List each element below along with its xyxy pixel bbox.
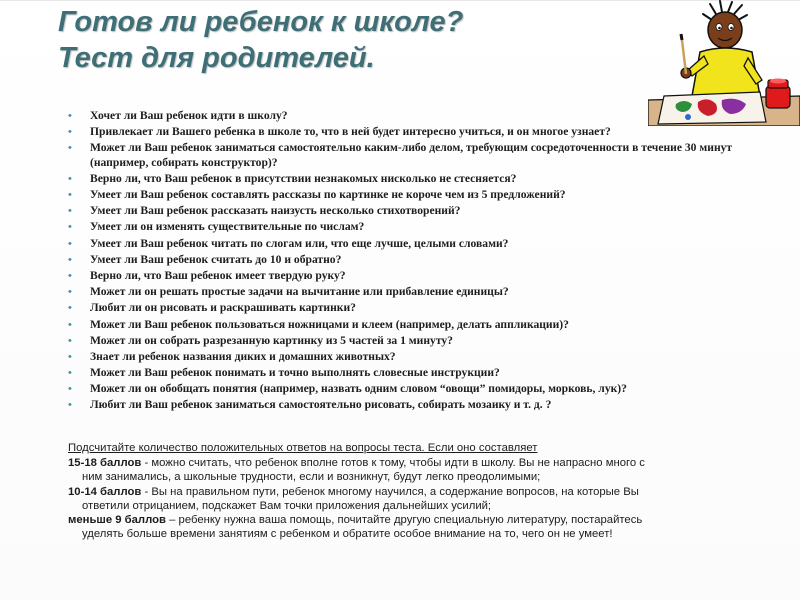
bullet-icon: • (68, 172, 72, 185)
result-score: меньше 9 баллов (68, 514, 166, 527)
question-item (68, 253, 768, 267)
title-line-1: Готов ли ребенок к школе? (58, 6, 464, 38)
question-text: Может ли Ваш ребенок понимать и точно выполнять словесные инструкции? (90, 366, 500, 380)
question-text: Привлекает ли Вашего ребенка в школе то, что в ней будет интересно учиться, и он многое узнает? (90, 125, 611, 139)
child-painting-illustration (648, 0, 800, 126)
question-item (68, 237, 768, 251)
results-section (68, 441, 776, 541)
question-item (68, 382, 768, 396)
question-item (68, 334, 768, 348)
result-item (68, 456, 776, 484)
question-item (68, 366, 768, 380)
bullet-icon: • (68, 350, 72, 363)
results-intro: Подсчитайте количество положительных ответов на вопросы теста. Если оно составляет (68, 442, 538, 454)
result-item (68, 485, 776, 513)
question-item (68, 172, 768, 186)
bullet-icon: • (68, 189, 72, 202)
question-text: Умеет ли Ваш ребенок читать по слогам или, что еще лучше, целыми словами? (90, 236, 509, 250)
question-text: Может ли он решать простые задачи на вычитание или прибавление единицы? (90, 285, 509, 299)
question-text: Умеет ли Ваш ребенок рассказать наизусть несколько стихотворений? (90, 204, 461, 218)
result-text: - можно считать, что ребенок вполне готов к тому, чтобы идти в школу. Вы не напрасно много с (141, 457, 645, 470)
bullet-icon: • (68, 269, 72, 282)
bullet-icon: • (68, 221, 72, 234)
question-text: Может ли он собрать разрезанную картинку из 5 частей за 1 минуту? (90, 333, 453, 347)
question-item (68, 125, 768, 139)
result-text-continued: уделять больше времени занятиям с ребенком и обратите особое внимание на то, чего он не умеет! (82, 528, 613, 541)
question-text: Хочет ли Ваш ребенок идти в школу? (90, 109, 288, 122)
result-text: - Вы на правильном пути, ребенок многому научился, а содержание вопросов, на которые Вы (141, 485, 639, 498)
question-item (68, 141, 768, 170)
question-text: Умеет ли Ваш ребенок считать до 10 и обратно? (90, 252, 342, 266)
question-text: Умеет ли Ваш ребенок составлять рассказы по картинке не короче чем из 5 предложений? (90, 188, 566, 202)
result-score: 10-14 баллов (68, 485, 142, 498)
question-item (68, 398, 768, 412)
bullet-icon: • (68, 367, 72, 380)
result-score: 15-18 баллов (68, 457, 142, 470)
bullet-icon: • (68, 205, 72, 218)
question-text: Знает ли ребенок названия диких и домашних животных? (90, 349, 396, 363)
question-text: Может ли Ваш ребенок пользоваться ножницами и клеем (например, делать аппликации)? (90, 317, 569, 331)
slide-title (58, 4, 578, 76)
question-item (68, 188, 768, 202)
result-item (68, 513, 776, 541)
question-text: Любит ли он рисовать и раскрашивать картинки? (90, 301, 356, 315)
bullet-icon: • (68, 334, 72, 347)
bullet-icon: • (68, 399, 72, 412)
bullet-icon: • (68, 142, 72, 155)
bullet-icon: • (68, 126, 72, 139)
question-item (68, 350, 768, 364)
question-text: Верно ли, что Ваш ребенок имеет твердую руку? (90, 268, 346, 282)
question-text: Верно ли, что Ваш ребенок в присутствии незнакомых нисколько не стесняется? (90, 171, 517, 185)
question-item (68, 285, 768, 299)
question-item (68, 109, 768, 123)
result-text-continued: ним занимались, а школьные трудности, если и возникнут, будут легко преодолимыми; (82, 471, 541, 484)
question-text: Умеет ли он изменять существительные по числам? (90, 220, 365, 234)
question-list (68, 109, 768, 415)
question-text: Любит ли Ваш ребенок заниматься самостоятельно рисовать, собирать мозаику и т. д. ? (90, 398, 552, 412)
question-text: Может ли Ваш ребенок заниматься самостоятельно каким-либо делом, требующим сосредоточенности в течение 30 минут (например, собирать конструктор)? (90, 141, 733, 169)
bullet-icon: • (68, 253, 72, 266)
bullet-icon: • (68, 286, 72, 299)
question-item (68, 204, 768, 218)
question-text: Может ли он обобщать понятия (например, назвать одним словом “овощи” помидоры, морковь, лук)? (90, 382, 627, 396)
question-item (68, 318, 768, 332)
question-item (68, 220, 768, 234)
question-item (68, 269, 768, 283)
result-text: – ребенку нужна ваша помощь, почитайте другую специальную литературу, постарайтесь (165, 514, 643, 527)
bullet-icon: • (68, 110, 72, 122)
bullet-icon: • (68, 318, 72, 331)
question-item (68, 301, 768, 315)
title-line-2: Тест для родителей. (58, 42, 375, 74)
bullet-icon: • (68, 383, 72, 396)
bullet-icon: • (68, 237, 72, 250)
result-text-continued: ответили отрицанием, подскажет Вам точки приложения дальнейших усилий; (82, 499, 492, 512)
bullet-icon: • (68, 302, 72, 315)
